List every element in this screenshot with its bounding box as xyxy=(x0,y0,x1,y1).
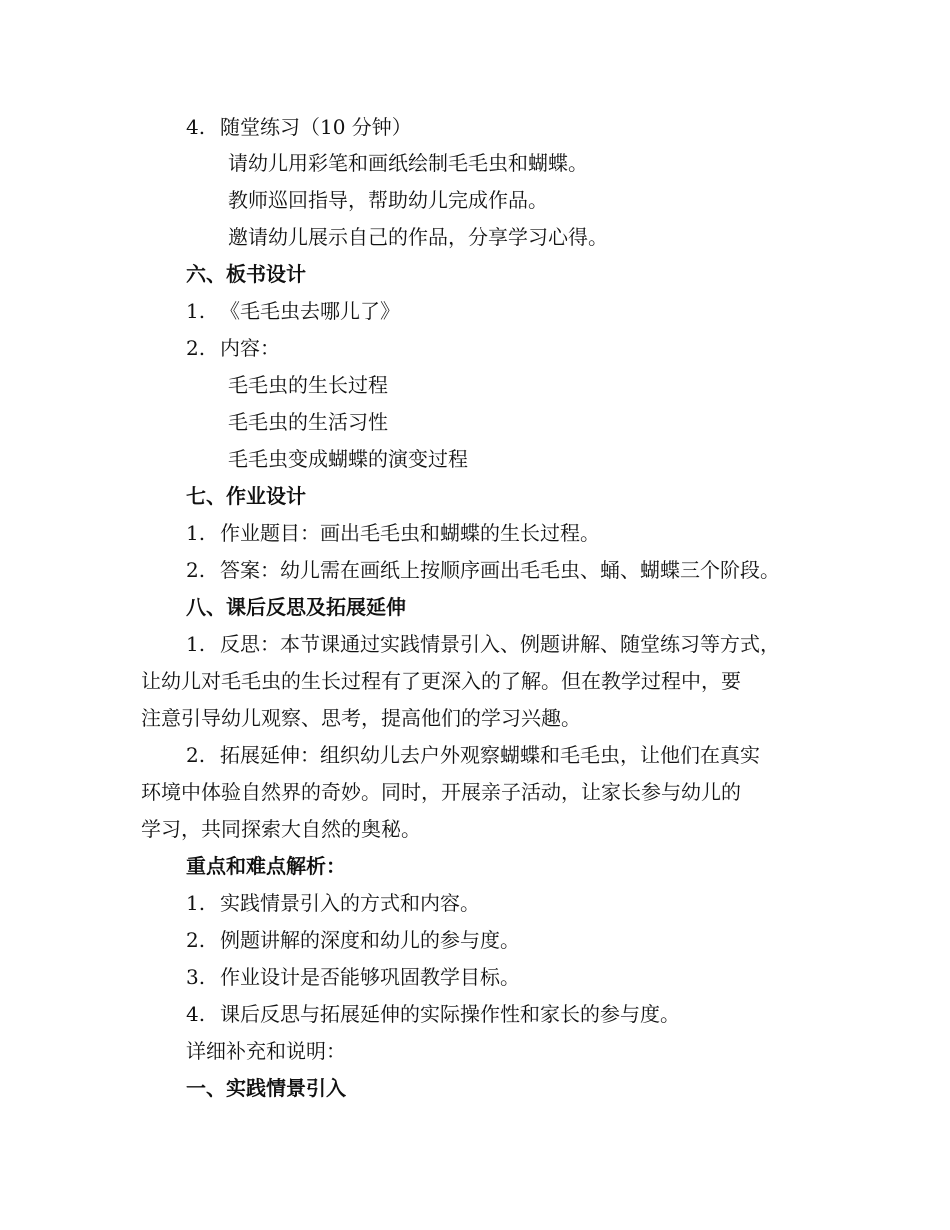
supplement-heading: 详细补充和说明： xyxy=(186,1039,346,1063)
section-heading-7: 七、作业设计 xyxy=(186,484,306,508)
list-text: 答案：幼儿需在画纸上按顺序画出毛毛虫、蛹、蝴蝶三个阶段。 xyxy=(220,558,780,582)
list-number: 3. xyxy=(186,965,206,989)
list-item xyxy=(186,518,600,548)
list-item: 教师巡回指导，帮助幼儿完成作品。 xyxy=(228,188,548,212)
list-item xyxy=(186,296,400,326)
list-number: 1. xyxy=(186,632,206,656)
list-text: 例题讲解的深度和幼儿的参与度。 xyxy=(220,928,520,952)
list-text: 作业题目：画出毛毛虫和蝴蝶的生长过程。 xyxy=(220,521,600,545)
list-text: 作业设计是否能够巩固教学目标。 xyxy=(220,965,520,989)
list-item xyxy=(186,925,520,955)
list-number: 1. xyxy=(186,891,206,915)
section-heading-6: 六、板书设计 xyxy=(186,262,306,286)
list-item xyxy=(186,962,520,992)
paragraph-line: 学习，共同探索大自然的奥秘。 xyxy=(141,817,421,841)
list-number: 2. xyxy=(186,558,206,582)
list-item xyxy=(186,333,280,363)
list-number: 1. xyxy=(186,299,206,323)
list-number: 2. xyxy=(186,336,206,360)
paragraph-line: 注意引导幼儿观察、思考，提高他们的学习兴趣。 xyxy=(141,706,581,730)
section-4-heading xyxy=(186,112,412,142)
list-item: 毛毛虫变成蝴蝶的演变过程 xyxy=(228,447,468,471)
list-text: 《毛毛虫去哪儿了》 xyxy=(220,299,400,323)
key-points-heading: 重点和难点解析： xyxy=(186,854,346,878)
list-text: 实践情景引入的方式和内容。 xyxy=(220,891,480,915)
paragraph-text: 拓展延伸：组织幼儿去户外观察蝴蝶和毛毛虫，让他们在真实 xyxy=(220,743,760,767)
list-item xyxy=(186,888,480,918)
list-item: 毛毛虫的生活习性 xyxy=(228,410,388,434)
list-number: 1. xyxy=(186,521,206,545)
paragraph-line xyxy=(186,740,760,770)
list-item: 毛毛虫的生长过程 xyxy=(228,373,388,397)
list-item: 请幼儿用彩笔和画纸绘制毛毛虫和蝴蝶。 xyxy=(228,151,588,175)
list-text: 课后反思与拓展延伸的实际操作性和家长的参与度。 xyxy=(220,1002,680,1026)
list-text: 内容： xyxy=(220,336,280,360)
list-item xyxy=(186,555,780,585)
paragraph-text: 反思：本节课通过实践情景引入、例题讲解、随堂练习等方式， xyxy=(220,632,780,656)
list-number: 4. xyxy=(186,115,206,139)
paragraph-line: 环境中体验自然界的奇妙。同时，开展亲子活动，让家长参与幼儿的 xyxy=(141,780,741,804)
list-item: 邀请幼儿展示自己的作品，分享学习心得。 xyxy=(228,225,608,249)
section-4-title: 随堂练习（10 分钟） xyxy=(220,115,412,139)
list-number: 2. xyxy=(186,928,206,952)
section-heading-1: 一、实践情景引入 xyxy=(186,1076,346,1100)
list-number: 2. xyxy=(186,743,206,767)
list-item xyxy=(186,999,680,1029)
list-number: 4. xyxy=(186,1002,206,1026)
paragraph-line: 让幼儿对毛毛虫的生长过程有了更深入的了解。但在教学过程中，要 xyxy=(141,669,741,693)
paragraph-line xyxy=(186,629,780,659)
section-heading-8: 八、课后反思及拓展延伸 xyxy=(186,595,406,619)
